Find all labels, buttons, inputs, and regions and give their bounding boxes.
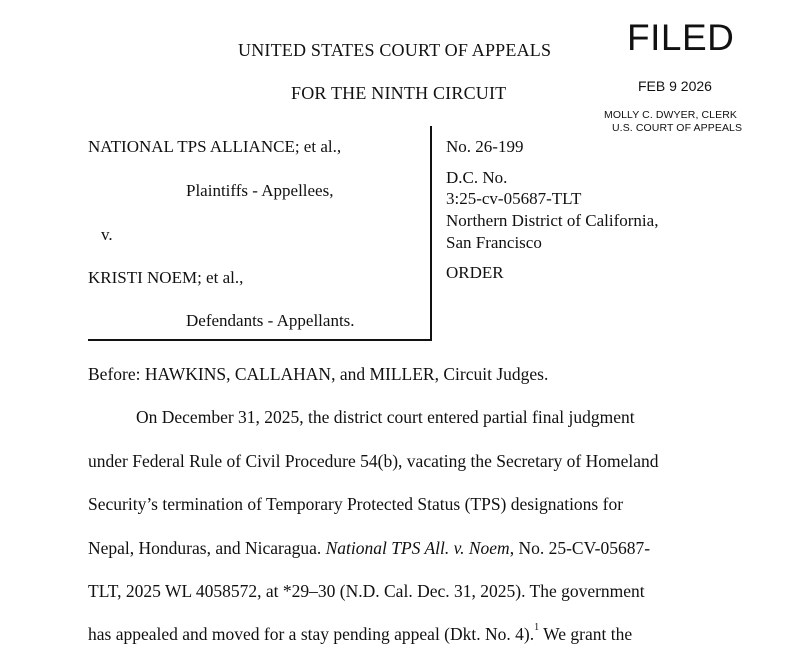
defendants-name: KRISTI NOEM; et al.,: [88, 268, 244, 287]
versus-label: v.: [101, 225, 113, 244]
dc-label: D.C. No.: [446, 168, 508, 187]
filed-stamp: FILED: [627, 17, 735, 58]
body-line-2: under Federal Rule of Civil Procedure 54(b), vacating the Secretary of Homeland: [88, 451, 659, 471]
body-line-6: [88, 624, 632, 645]
court-name: UNITED STATES COURT OF APPEALS: [238, 40, 552, 60]
document-type: ORDER: [446, 263, 504, 282]
clerk-name: MOLLY C. DWYER, CLERK: [604, 109, 737, 121]
defendants-role: Defendants - Appellants.: [186, 311, 355, 330]
body-line-5: TLT, 2025 WL 4058572, at *29–30 (N.D. Cal. Dec. 31, 2025). The government: [88, 581, 645, 601]
footnote-marker[interactable]: 1: [534, 622, 540, 633]
body-line-4: [88, 538, 650, 559]
plaintiffs-role: Plaintiffs - Appellees,: [186, 181, 334, 200]
dc-number: 3:25-cv-05687-TLT: [446, 189, 582, 208]
body-line-3: Security’s termination of Temporary Protected Status (TPS) designations for: [88, 494, 624, 514]
district-name: Northern District of California,: [446, 211, 659, 230]
case-citation-italic: National TPS All. v. Noem: [325, 538, 510, 558]
filed-date: FEB 9 2026: [638, 78, 712, 94]
body-line-6-end: We grant the: [539, 624, 633, 644]
district-city: San Francisco: [446, 233, 542, 252]
body-line-6-start: has appealed and moved for a stay pending appeal (Dkt. No. 4).: [88, 624, 535, 644]
body-line-4-start: Nepal, Honduras, and Nicaragua.: [88, 538, 326, 558]
case-number: No. 26-199: [446, 137, 524, 156]
plaintiffs-name: NATIONAL TPS ALLIANCE; et al.,: [88, 137, 342, 156]
body-line-4-end: , No. 25-CV-05687-: [509, 538, 651, 558]
panel-judges: Before: HAWKINS, CALLAHAN, and MILLER, Circuit Judges.: [88, 364, 549, 384]
circuit-name: FOR THE NINTH CIRCUIT: [291, 83, 507, 103]
clerk-court: U.S. COURT OF APPEALS: [612, 122, 743, 134]
body-line-1: On December 31, 2025, the district court entered partial final judgment: [136, 407, 635, 427]
case-caption-box: [88, 126, 432, 341]
